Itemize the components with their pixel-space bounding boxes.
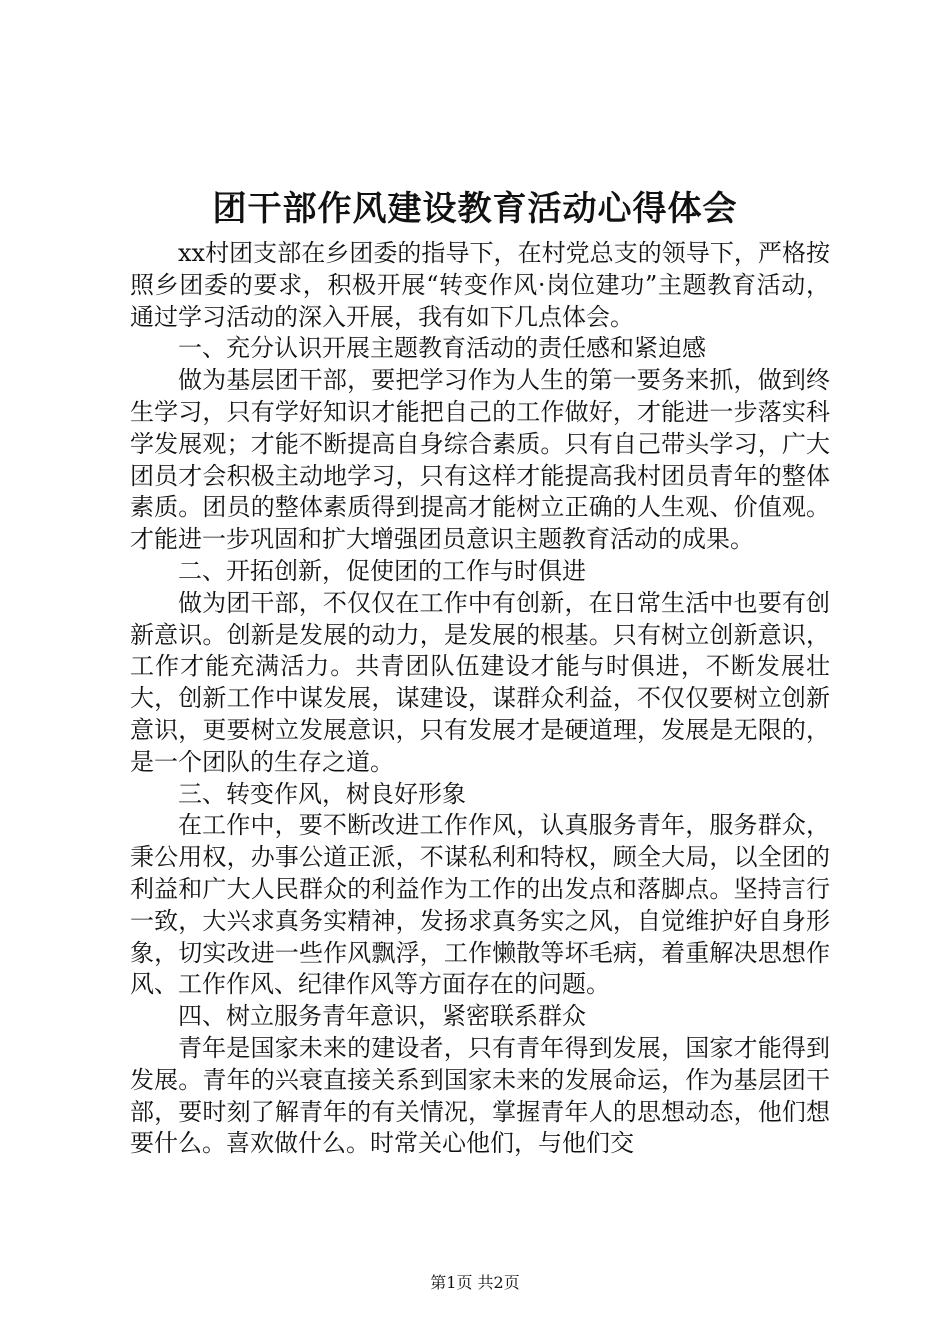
section-heading-2: 二、开拓创新，促使团的工作与时俱进 <box>178 556 586 585</box>
section-heading-1: 一、充分认识开展主题教育活动的责任感和紧迫感 <box>178 334 706 363</box>
section-heading-3: 三、转变作风，树良好形象 <box>178 779 466 808</box>
document-title: 团干部作风建设教育活动心得体会 <box>212 189 738 229</box>
section-body-1: 做为基层团干部，要把学习作为人生的第一要务来抓，做到终生学习，只有学好知识才能把自己的工作做好，才能进一步落实科学发展观；才能不断提高自身综合素质。只有自己带头学习，广大团员才会积极主动地学习，只有这样才能提高我村团员青年的整体素质。团员的整体素质得到提高才能树立正确的人生观、价值观。才能进一步巩固和扩大增强团员意识主题教育活动的成果。 <box>130 366 830 554</box>
section-body-4: 青年是国家未来的建设者，只有青年得到发展，国家才能得到发展。青年的兴衰直接关系到国家未来的发展命运，作为基层团干部，要时刻了解青年的有关情况，掌握青年人的思想动态，他们想要什么。喜欢做什么。时常关心他们，与他们交 <box>130 1033 830 1158</box>
section-heading-4: 四、树立服务青年意识，紧密联系群众 <box>178 1002 586 1031</box>
section-body-2: 做为团干部，不仅仅在工作中有创新，在日常生活中也要有创新意识。创新是发展的动力，是发展的根基。只有树立创新意识，工作才能充满活力。共青团队伍建设才能与时俱进，不断发展壮大，创新工作中谋发展，谋建设，谋群众利益，不仅仅要树立创新意识，更要树立发展意识，只有发展才是硬道理，发展是无限的，是一个团队的生存之道。 <box>130 588 830 776</box>
document-body <box>130 238 830 1160</box>
section-body-3: 在工作中，要不断改进工作作风，认真服务青年，服务群众，秉公用权，办事公道正派，不谋私利和特权，顾全大局，以全团的利益和广大人民群众的利益作为工作的出发点和落脚点。坚持言行一致，大兴求真务实精神，发扬求真务实之风，自觉维护好自身形象，切实改进一些作风飘浮，工作懒散等坏毛病，着重解决思想作风、工作作风、纪律作风等方面存在的问题。 <box>130 811 830 999</box>
page-footer: 第1页 共2页 <box>430 1273 520 1292</box>
intro-paragraph: xx村团支部在乡团委的指导下，在村党总支的领导下，严格按照乡团委的要求，积极开展“转变作风·岗位建功”主题教育活动，通过学习活动的深入开展，我有如下几点体会。 <box>130 239 830 331</box>
